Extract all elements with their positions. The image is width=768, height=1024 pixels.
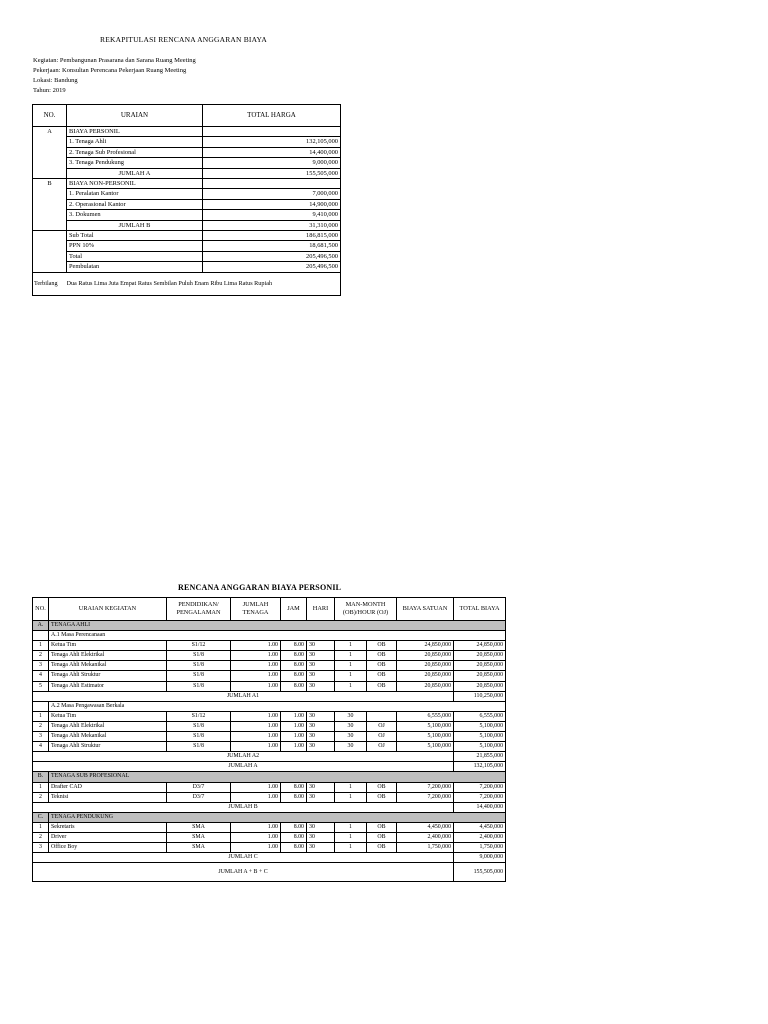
item-label: 1. Peralatan Kantor [67,189,203,199]
section-c-title: TENAGA PENDUKUNG [49,812,506,822]
row-total-biaya: 7,200,000 [454,782,506,792]
jumlah-b-row [33,220,341,230]
row-name: Teknisi [49,792,167,802]
jumlah-c-value: 9,000,000 [454,853,506,863]
row-man-month: 30 [335,721,367,731]
row-hari: 30 [307,792,335,802]
header-no: NO. [33,105,67,127]
item-label: 3. Dokumen [67,210,203,220]
row-total-biaya: 20,850,000 [454,651,506,661]
grand-total-label: JUMLAH A + B + C [33,863,454,882]
pembulatan-value: 205,496,500 [203,262,341,272]
section-b-row [33,772,506,782]
item-label: 3. Tenaga Pendukung [67,158,203,168]
table-row [33,158,341,168]
table-row [33,732,506,742]
row-total-biaya: 2,400,000 [454,832,506,842]
row-unit [367,711,397,721]
row-no: 1 [33,782,49,792]
total-value: 205,496,500 [203,251,341,261]
table-row [33,742,506,752]
jumlah-a2-row [33,752,506,762]
row-pendidikan: S1/8 [167,671,231,681]
row-hari: 30 [307,641,335,651]
row-jumlah-tenaga: 1.00 [231,651,281,661]
row-jam: 8.00 [281,651,307,661]
row-biaya-satuan: 24,850,000 [397,641,454,651]
subtotal-label: Sub Total [67,231,203,241]
table-row [33,147,341,157]
row-no: 1 [33,822,49,832]
header-total-biaya: TOTAL BIAYA [454,598,506,621]
row-pendidikan: D3/7 [167,792,231,802]
table-row [33,711,506,721]
row-no: 5 [33,681,49,691]
ppn-label: PPN 10% [67,241,203,251]
jumlah-b-value: 31,310,000 [203,220,341,230]
row-jumlah-tenaga: 1.00 [231,822,281,832]
row-unit: OJ [367,742,397,752]
table-row [33,721,506,731]
row-biaya-satuan: 5,100,000 [397,721,454,731]
meta-lokasi: Lokasi: Bandung [33,77,78,84]
terbilang-row [33,272,341,295]
row-hari: 30 [307,732,335,742]
row-unit: OJ [367,721,397,731]
header-man-month: MAN-MONTH (OB)/HOUR (OJ) [335,598,397,621]
a1-rows [33,641,506,691]
row-pendidikan: SMA [167,843,231,853]
row-hari: 30 [307,671,335,681]
jumlah-a-label: JUMLAH A [67,168,203,178]
row-biaya-satuan: 5,100,000 [397,742,454,752]
item-label: 1. Tenaga Ahli [67,137,203,147]
b-rows [33,782,506,802]
table-row [33,822,506,832]
row-no: 1 [33,641,49,651]
row-pendidikan: S1/8 [167,651,231,661]
jumlah-a2-value: 21,855,000 [454,752,506,762]
row-unit: OB [367,843,397,853]
row-total-biaya: 20,850,000 [454,681,506,691]
row-jam: 8.00 [281,661,307,671]
group-a-title: BIAYA PERSONIL [67,127,203,137]
subsection-a1-row [33,631,506,641]
item-label: 2. Tenaga Sub Profesional [67,147,203,157]
row-jam: 8.00 [281,832,307,842]
row-pendidikan: D3/7 [167,782,231,792]
group-a-no: A [33,127,67,137]
section-b-code: B. [33,772,49,782]
row-jumlah-tenaga: 1.00 [231,732,281,742]
row-pendidikan: S1/8 [167,742,231,752]
header-total: TOTAL HARGA [203,105,341,127]
subsection-a1-title: A.1 Masa Perencanaan [49,631,506,641]
row-man-month: 1 [335,782,367,792]
row-no: 1 [33,711,49,721]
item-value: 9,000,000 [203,158,341,168]
row-name: Sekretaris [49,822,167,832]
group-b-no: B [33,179,67,189]
row-pendidikan: S1/12 [167,641,231,651]
row-pendidikan: S1/8 [167,732,231,742]
pembulatan-row [33,262,341,272]
row-unit: OJ [367,732,397,742]
header-no: NO. [33,598,49,621]
row-hari: 30 [307,822,335,832]
section-a-code: A. [33,621,49,631]
row-unit: OB [367,661,397,671]
header-biaya-satuan: BIAYA SATUAN [397,598,454,621]
row-pendidikan: S1/12 [167,711,231,721]
row-hari: 30 [307,832,335,842]
pembulatan-label: Pembulatan [67,262,203,272]
row-biaya-satuan: 20,850,000 [397,651,454,661]
row-no: 3 [33,732,49,742]
row-jumlah-tenaga: 1.00 [231,792,281,802]
section-c-code: C. [33,812,49,822]
item-value: 14,900,000 [203,199,341,209]
row-total-biaya: 5,100,000 [454,742,506,752]
row-jam: 1.00 [281,742,307,752]
jumlah-a2-label: JUMLAH A2 [33,752,454,762]
row-name: Tenaga Ahli Elektrikal [49,651,167,661]
row-name: Tenaga Ahli Struktur [49,671,167,681]
row-no: 2 [33,832,49,842]
item-value: 14,400,000 [203,147,341,157]
c-rows [33,822,506,852]
row-hari: 30 [307,843,335,853]
total-label: Total [67,251,203,261]
row-unit: OB [367,641,397,651]
row-jam: 8.00 [281,641,307,651]
meta-pekerjaan: Pekerjaan: Konsultan Perencana Pekerjaan Ruang Meeting [33,67,187,74]
row-total-biaya: 7,200,000 [454,792,506,802]
row-hari: 30 [307,651,335,661]
table-row [33,661,506,671]
jumlah-a-label: JUMLAH A [33,762,454,772]
row-no: 4 [33,742,49,752]
table-row [33,210,341,220]
row-name: Ketua Tim [49,641,167,651]
row-biaya-satuan: 7,200,000 [397,792,454,802]
row-total-biaya: 20,850,000 [454,661,506,671]
row-biaya-satuan: 2,400,000 [397,832,454,842]
row-jumlah-tenaga: 1.00 [231,721,281,731]
header-jumlah: JUMLAH TENAGA [231,598,281,621]
row-pendidikan: SMA [167,822,231,832]
row-man-month: 30 [335,732,367,742]
row-jumlah-tenaga: 1.00 [231,711,281,721]
a2-rows [33,711,506,751]
personil-header-row [33,598,506,621]
terbilang-label: Terbilang [33,272,67,295]
row-biaya-satuan: 6,555,000 [397,711,454,721]
header-hari: HARI [307,598,335,621]
row-man-month: 30 [335,711,367,721]
jumlah-c-label: JUMLAH C [33,853,454,863]
row-jumlah-tenaga: 1.00 [231,843,281,853]
row-man-month: 1 [335,641,367,651]
row-jam: 8.00 [281,681,307,691]
row-hari: 30 [307,681,335,691]
row-jumlah-tenaga: 1.00 [231,832,281,842]
row-hari: 30 [307,721,335,731]
table-row [33,199,341,209]
row-man-month: 1 [335,661,367,671]
table-row [33,681,506,691]
row-name: Tenaga Ahli Elektrikal [49,721,167,731]
row-jam: 8.00 [281,822,307,832]
total-row [33,251,341,261]
subtotal-row [33,231,341,241]
row-jam: 8.00 [281,843,307,853]
row-man-month: 1 [335,651,367,661]
row-name: Tenaga Ahli Mekanikal [49,661,167,671]
item-value: 7,000,000 [203,189,341,199]
row-biaya-satuan: 20,850,000 [397,661,454,671]
row-unit: OB [367,681,397,691]
row-hari: 30 [307,661,335,671]
terbilang-text: Dua Ratus Lima Juta Empat Ratus Sembilan Puluh Enam Ribu Lima Ratus Rupiah [67,272,341,295]
row-jam: 1.00 [281,711,307,721]
table-row [33,641,506,651]
item-value: 9,410,000 [203,210,341,220]
row-name: Tenaga Ahli Estimator [49,681,167,691]
row-jam: 8.00 [281,782,307,792]
jumlah-a-row [33,168,341,178]
section-b-title: TENAGA SUB PROFESIONAL [49,772,506,782]
row-man-month: 1 [335,843,367,853]
row-hari: 30 [307,711,335,721]
personil-table [32,597,506,882]
section-a-row [33,621,506,631]
subtotal-value: 186,815,000 [203,231,341,241]
personil-title: RENCANA ANGGARAN BIAYA PERSONIL [178,583,342,592]
row-jumlah-tenaga: 1.00 [231,681,281,691]
jumlah-a-row [33,762,506,772]
subsection-a2-row [33,701,506,711]
item-value: 132,105,000 [203,137,341,147]
row-jumlah-tenaga: 1.00 [231,641,281,651]
section-c-row [33,812,506,822]
table-row [33,671,506,681]
row-man-month: 1 [335,792,367,802]
row-total-biaya: 24,850,000 [454,641,506,651]
subsection-a2-title: A.2 Masa Pengawasan Berkala [49,701,506,711]
header-uraian: URAIAN [67,105,203,127]
row-jam: 8.00 [281,671,307,681]
row-name: Driver [49,832,167,842]
row-total-biaya: 1,750,000 [454,843,506,853]
row-biaya-satuan: 4,450,000 [397,822,454,832]
header-pendidikan: PENDIDIKAN/ PENGALAMAN [167,598,231,621]
row-jam: 1.00 [281,721,307,731]
row-man-month: 1 [335,671,367,681]
row-unit: OB [367,782,397,792]
table-row [33,832,506,842]
section-a-title: TENAGA AHLI [49,621,506,631]
row-jam: 8.00 [281,792,307,802]
row-total-biaya: 20,850,000 [454,671,506,681]
group-b-title-row [33,179,341,189]
row-name: Drafter CAD [49,782,167,792]
row-biaya-satuan: 5,100,000 [397,732,454,742]
row-unit: OB [367,651,397,661]
header-jam: JAM [281,598,307,621]
row-biaya-satuan: 1,750,000 [397,843,454,853]
row-total-biaya: 4,450,000 [454,822,506,832]
row-no: 3 [33,661,49,671]
row-no: 2 [33,792,49,802]
table-row [33,782,506,792]
row-unit: OB [367,832,397,842]
jumlah-a-value: 132,105,000 [454,762,506,772]
jumlah-a1-label: JUMLAH A1 [33,691,454,701]
row-unit: OB [367,671,397,681]
jumlah-b-row [33,802,506,812]
row-no: 4 [33,671,49,681]
row-biaya-satuan: 20,850,000 [397,671,454,681]
summary-title: REKAPITULASI RENCANA ANGGARAN BIAYA [100,35,267,44]
row-unit: OB [367,792,397,802]
row-jumlah-tenaga: 1.00 [231,742,281,752]
summary-table [32,104,341,296]
jumlah-b-label: JUMLAH B [67,220,203,230]
row-jam: 1.00 [281,732,307,742]
jumlah-b-value: 14,400,000 [454,802,506,812]
summary-header-row [33,105,341,127]
row-pendidikan: SMA [167,832,231,842]
row-man-month: 30 [335,742,367,752]
ppn-value: 18,681,500 [203,241,341,251]
row-pendidikan: S1/8 [167,721,231,731]
row-jumlah-tenaga: 1.00 [231,782,281,792]
row-biaya-satuan: 7,200,000 [397,782,454,792]
table-row [33,792,506,802]
row-hari: 30 [307,782,335,792]
jumlah-b-label: JUMLAH B [33,802,454,812]
jumlah-a1-value: 110,250,000 [454,691,506,701]
row-no: 2 [33,651,49,661]
row-name: Ketua Tim [49,711,167,721]
row-pendidikan: S1/8 [167,661,231,671]
row-man-month: 1 [335,822,367,832]
summary-meta [33,56,196,96]
row-jumlah-tenaga: 1.00 [231,661,281,671]
row-biaya-satuan: 20,850,000 [397,681,454,691]
row-man-month: 1 [335,681,367,691]
table-row [33,651,506,661]
table-row [33,189,341,199]
row-name: Office Boy [49,843,167,853]
row-jumlah-tenaga: 1.00 [231,671,281,681]
row-name: Tenaga Ahli Struktur [49,742,167,752]
table-row [33,137,341,147]
grand-total-row [33,863,506,882]
meta-tahun: Tahun: 2019 [33,87,66,94]
group-b-title: BIAYA NON-PERSONIL [67,179,203,189]
grand-total-value: 155,505,000 [454,863,506,882]
row-no: 2 [33,721,49,731]
row-name: Tenaga Ahli Mekanikal [49,732,167,742]
row-total-biaya: 5,100,000 [454,721,506,731]
row-total-biaya: 5,100,000 [454,732,506,742]
row-unit: OB [367,822,397,832]
jumlah-a-value: 155,505,000 [203,168,341,178]
header-uraian: URAIAN KEGIATAN [49,598,167,621]
group-a-title-row [33,127,341,137]
row-hari: 30 [307,742,335,752]
jumlah-a1-row [33,691,506,701]
meta-kegiatan: Kegiatan: Pembangunan Prasarana dan Sarana Ruang Meeting [33,57,196,64]
row-pendidikan: S1/8 [167,681,231,691]
item-label: 2. Operasional Kantor [67,199,203,209]
row-no: 3 [33,843,49,853]
jumlah-c-row [33,853,506,863]
ppn-row [33,241,341,251]
table-row [33,843,506,853]
row-man-month: 1 [335,832,367,842]
row-total-biaya: 6,555,000 [454,711,506,721]
